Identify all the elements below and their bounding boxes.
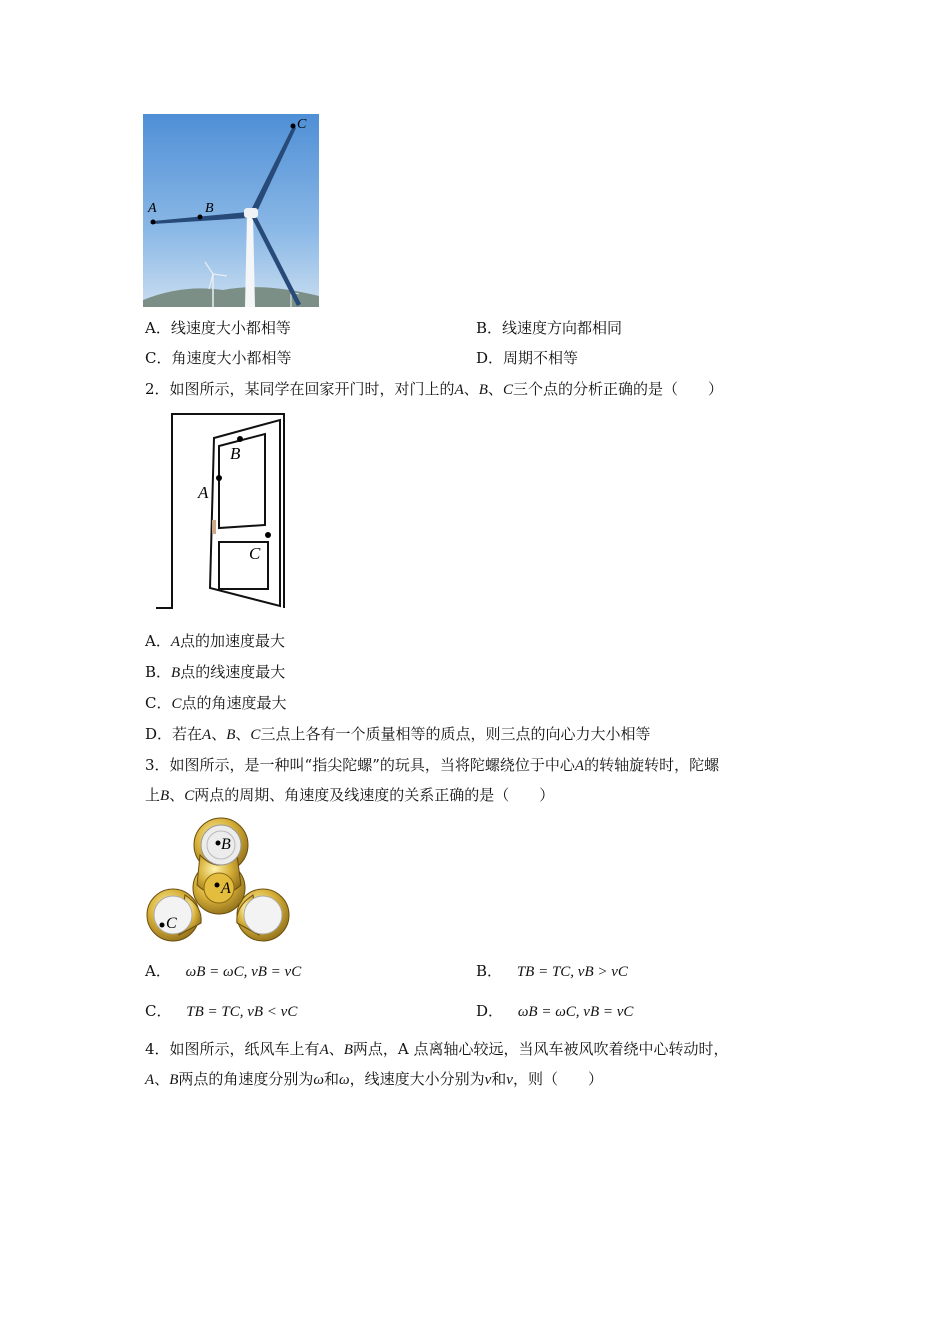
label-b: B: [230, 444, 241, 463]
wind-turbine-figure: [143, 114, 319, 307]
q2-option-a: A．A点的加速度最大: [145, 632, 286, 650]
label-c: C: [166, 915, 177, 932]
q3-stem-line1: 3．如图所示，是一种叫“指尖陀螺”的玩具，当将陀螺绕位于中心A的转轴旋转时，陀螺: [145, 756, 720, 774]
q4-stem-line2: A、B两点的角速度分别为ω和ω，线速度大小分别为v和v，则（ ）: [145, 1070, 603, 1088]
q1-option-b: B．线速度方向都相同: [476, 319, 623, 337]
formula: ωB = ωC, vB = vC: [185, 964, 302, 980]
q2-option-c: C．C点的角速度最大: [145, 694, 287, 712]
q1-option-d: D．周期不相等: [476, 349, 579, 367]
q2-stem: 2．如图所示，某同学在回家开门时，对门上的A、B、C三个点的分析正确的是（ ）: [145, 380, 723, 398]
q3-option-a: A． ωB = ωC, vB = vC: [145, 962, 302, 980]
label-a: A: [221, 880, 231, 897]
label-a: A: [148, 201, 157, 216]
q3-option-c: C． TB = TC, vB < vC: [145, 1002, 298, 1020]
q1-option-c: C．角速度大小都相等: [145, 349, 292, 367]
formula: ωB = ωC, vB = vC: [517, 1004, 634, 1020]
q3-option-b: B． TB = TC, vB > vC: [476, 962, 628, 980]
label-b: B: [221, 836, 231, 853]
label-b: B: [205, 201, 214, 216]
q3-stem-line2: 上B、C两点的周期、角速度及线速度的关系正确的是（ ）: [145, 786, 555, 804]
q1-option-a: A．线速度大小都相等: [145, 319, 291, 337]
door-figure: [150, 408, 295, 614]
q4-stem-line1: 4．如图所示，纸风车上有A、B两点，A 点离轴心较远，当风车被风吹着绕中心转动时，: [145, 1040, 729, 1058]
label-c: C: [249, 544, 261, 563]
fidget-spinner-figure: [145, 815, 290, 945]
label-c: C: [297, 117, 307, 132]
formula: TB = TC, vB < vC: [186, 1004, 298, 1020]
label-a: A: [198, 483, 209, 502]
formula: TB = TC, vB > vC: [516, 964, 628, 980]
q2-option-b: B．B点的线速度最大: [145, 663, 286, 681]
q3-option-d: D． ωB = ωC, vB = vC: [476, 1002, 634, 1020]
q2-option-d: D．若在A、B、C三点上各有一个质量相等的质点，则三点的向心力大小相等: [145, 725, 651, 743]
